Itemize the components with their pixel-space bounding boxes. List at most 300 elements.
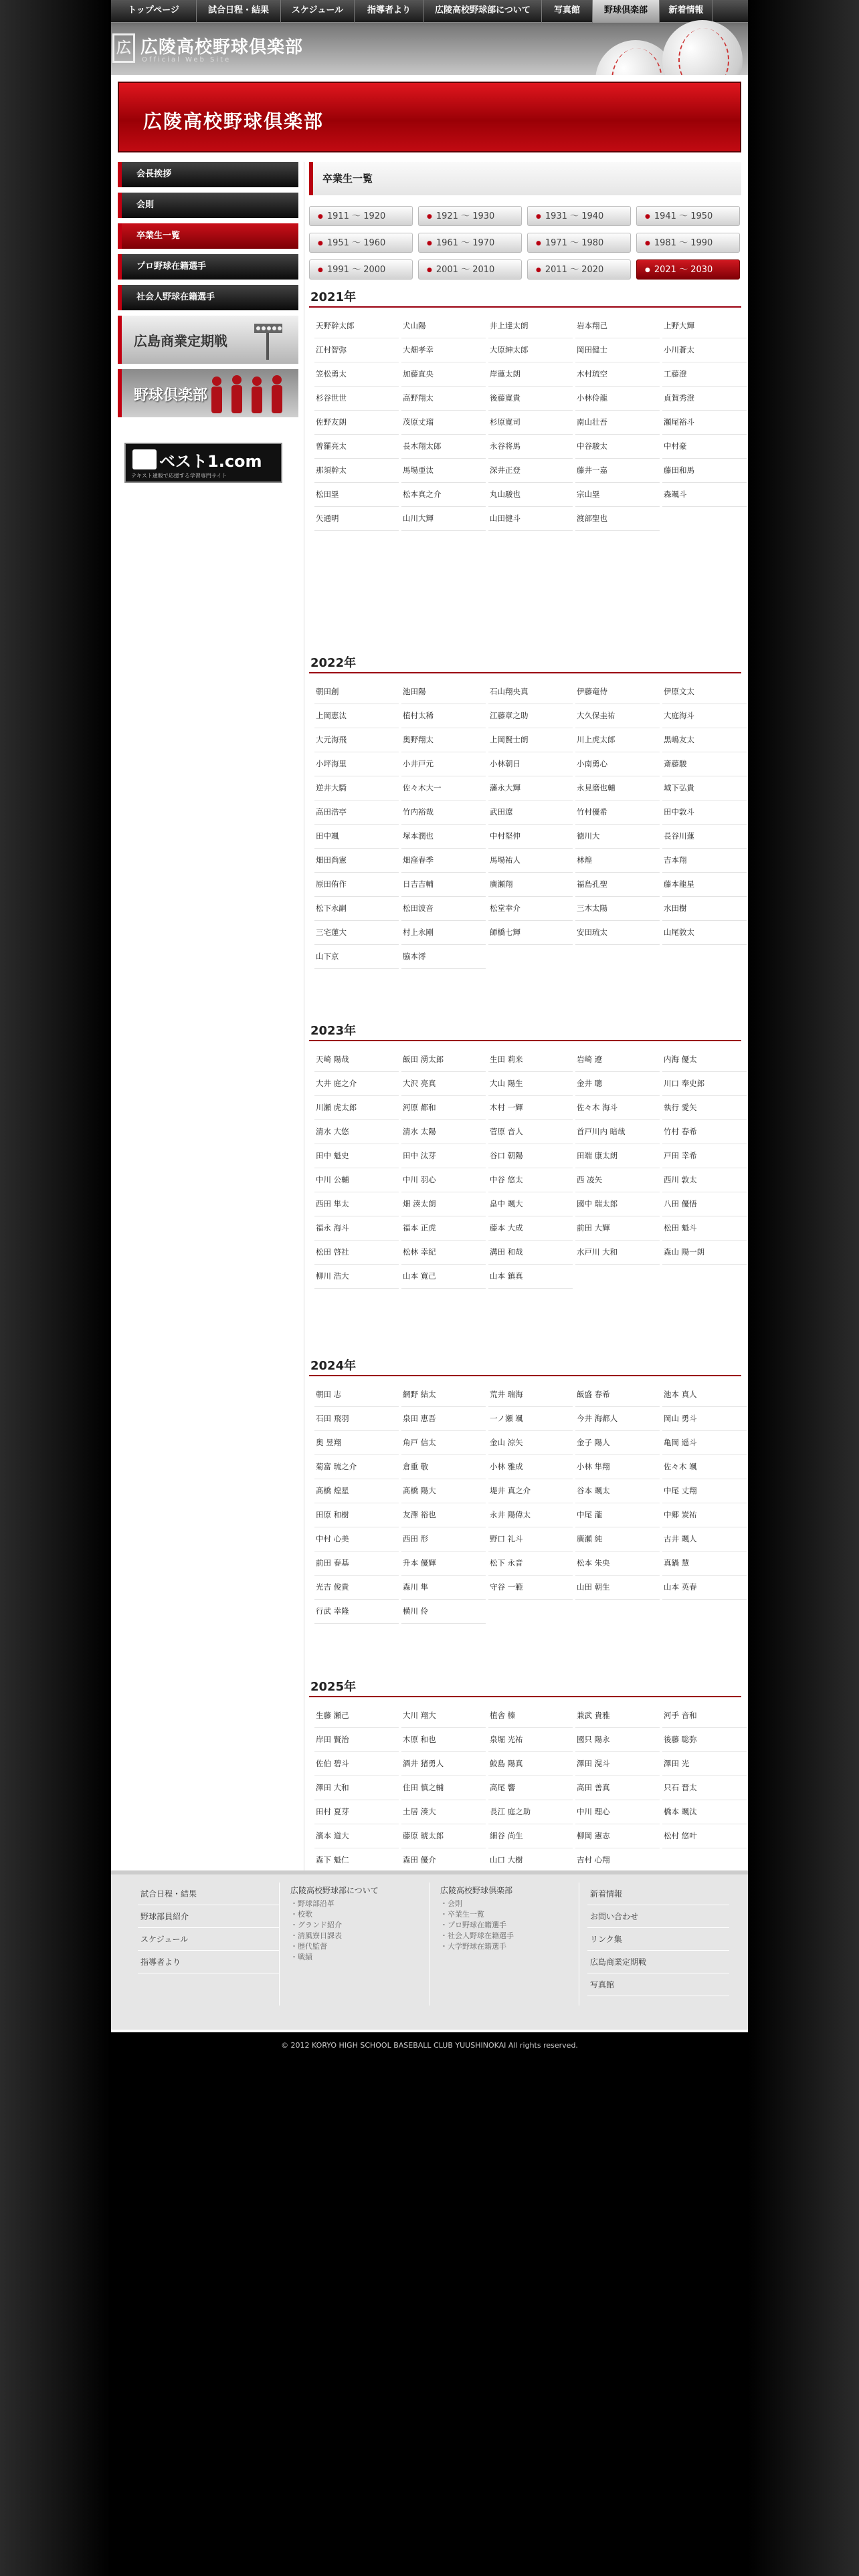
graduate-year-section xyxy=(309,1358,741,1624)
decade-selector xyxy=(309,206,741,280)
graduate-name: 畑田尚憲 xyxy=(314,849,399,873)
topnav-item[interactable]: 新着情報 xyxy=(660,0,713,23)
graduate-name: 亀岡 遥斗 xyxy=(662,1431,747,1455)
graduate-name: 戸田 幸希 xyxy=(662,1144,747,1168)
graduate-name: 河原 都和 xyxy=(401,1096,486,1120)
footer-link[interactable]: 指導者より xyxy=(138,1951,279,1973)
graduate-name: 角戸 信太 xyxy=(401,1431,486,1455)
graduate-name: 細谷 尚生 xyxy=(488,1824,573,1848)
graduate-name: 廣瀬 純 xyxy=(575,1527,660,1551)
graduate-name: 谷本 颯太 xyxy=(575,1479,660,1503)
graduate-name: 高尾 響 xyxy=(488,1776,573,1800)
footer-sublink[interactable]: ・ 会則 xyxy=(438,1899,579,1909)
graduate-name: 西 凌矢 xyxy=(575,1168,660,1192)
graduate-name: 川瀬 虎太郎 xyxy=(314,1096,399,1120)
footer-column-4 xyxy=(587,1883,729,1996)
decade-button[interactable]: ● 1971 〜 1980 xyxy=(527,233,631,253)
graduate-name: 澤田 大和 xyxy=(314,1776,399,1800)
footer-sublink[interactable]: ・ 戦績 xyxy=(288,1952,429,1963)
graduate-name: 木村 一輝 xyxy=(488,1096,573,1120)
graduate-name: 竹村 春希 xyxy=(662,1120,747,1144)
graduate-name: 柳川 浩大 xyxy=(314,1265,399,1289)
year-heading: 2023年 xyxy=(309,1023,741,1041)
graduate-name: 中川 理心 xyxy=(575,1800,660,1824)
decade-button[interactable]: ● 2011 〜 2020 xyxy=(527,259,631,280)
graduate-name: 瀬尾裕斗 xyxy=(662,411,747,435)
graduate-name: 大畑孝幸 xyxy=(401,338,486,362)
graduate-name: 河手 音和 xyxy=(662,1704,747,1728)
graduate-name: 大山 陽生 xyxy=(488,1072,573,1096)
graduate-name: 畠中 颯大 xyxy=(488,1192,573,1216)
graduate-name: 大井 庭之介 xyxy=(314,1072,399,1096)
graduate-name: 朝田 志 xyxy=(314,1383,399,1407)
graduate-name: 藤原 琥太郎 xyxy=(401,1824,486,1848)
decade-button[interactable]: ● 1991 〜 2000 xyxy=(309,259,413,280)
graduate-name: 守谷 一範 xyxy=(488,1576,573,1600)
graduate-name: 徳川大 xyxy=(575,825,660,849)
decade-button[interactable]: ● 1941 〜 1950 xyxy=(636,206,740,226)
topnav-item[interactable]: トップページ xyxy=(111,0,197,23)
graduate-name: 福本 正虎 xyxy=(401,1216,486,1241)
side-menu xyxy=(118,162,298,423)
graduate-name: 池田陽 xyxy=(401,680,486,704)
topnav-item[interactable]: 広陵高校野球部について xyxy=(424,0,542,23)
graduate-name: 鮫島 陽真 xyxy=(488,1752,573,1776)
decade-button[interactable]: ● 1981 〜 1990 xyxy=(636,233,740,253)
graduate-name: 菊富 琉之介 xyxy=(314,1455,399,1479)
graduate-name: 長谷川蓮 xyxy=(662,825,747,849)
graduate-name: 福島孔聖 xyxy=(575,873,660,897)
graduate-name: 笠松勇太 xyxy=(314,362,399,387)
graduate-name: 松本 朱央 xyxy=(575,1551,660,1576)
graduate-name: 横川 伶 xyxy=(401,1600,486,1624)
graduate-name: 西川 敦太 xyxy=(662,1168,747,1192)
graduate-name: 岡田健士 xyxy=(575,338,660,362)
graduate-name: 吉本翔 xyxy=(662,849,747,873)
graduate-name: 土居 湊大 xyxy=(401,1800,486,1824)
graduate-name: 森下 魁仁 xyxy=(314,1848,399,1872)
side-menu-item[interactable]: 卒業生一覧 xyxy=(118,223,298,249)
graduate-name: 松田塁 xyxy=(314,483,399,507)
graduate-name: 藤本龍星 xyxy=(662,873,747,897)
graduate-name: 田中 汰芽 xyxy=(401,1144,486,1168)
decade-button[interactable]: ● 1911 〜 1920 xyxy=(309,206,413,226)
graduate-name: 塚本潤也 xyxy=(401,825,486,849)
footer-sublink[interactable]: ・ 校歌 xyxy=(288,1909,429,1920)
graduate-name: 日吉吉輔 xyxy=(401,873,486,897)
footer-sublink[interactable]: ・ 卒業生一覧 xyxy=(438,1909,579,1920)
graduate-name: 中郷 炭祐 xyxy=(662,1503,747,1527)
graduate-name: 加藤直央 xyxy=(401,362,486,387)
players-silhouette-icon xyxy=(205,374,292,413)
graduate-name: 山尾敦太 xyxy=(662,921,747,945)
graduate-name: 山田健斗 xyxy=(488,507,573,531)
footer-link[interactable]: 野球部員紹介 xyxy=(138,1905,279,1928)
stadium-light-icon xyxy=(245,321,292,360)
graduate-name: 木原 和也 xyxy=(401,1728,486,1752)
graduate-name: 大川 翔大 xyxy=(401,1704,486,1728)
graduate-name: 八田 優悟 xyxy=(662,1192,747,1216)
graduate-year-section xyxy=(309,1679,741,1872)
graduate-name: 國只 陽永 xyxy=(575,1728,660,1752)
graduate-name: 田原 和樹 xyxy=(314,1503,399,1527)
graduate-name: 後藤寛貴 xyxy=(488,387,573,411)
graduate-name: 山田 朝生 xyxy=(575,1576,660,1600)
graduate-name: 松下 永音 xyxy=(488,1551,573,1576)
graduate-name: 工藤澄 xyxy=(662,362,747,387)
year-heading: 2022年 xyxy=(309,655,741,673)
graduate-name: 松下永嗣 xyxy=(314,897,399,921)
graduate-name: 植舎 榛 xyxy=(488,1704,573,1728)
footer-sublink[interactable]: ・ 野球部沿革 xyxy=(288,1899,429,1909)
graduate-name: 佐々木大一 xyxy=(401,776,486,800)
graduate-name: 石山翔央真 xyxy=(488,680,573,704)
graduate-name: 福永 海斗 xyxy=(314,1216,399,1241)
graduate-name: 田中颯 xyxy=(314,825,399,849)
graduate-name: 宗山塁 xyxy=(575,483,660,507)
main-container xyxy=(111,75,748,2030)
graduate-name: 那須幹太 xyxy=(314,459,399,483)
graduate-name: 首戸川内 暗哉 xyxy=(575,1120,660,1144)
graduate-name: 國中 瑞太郎 xyxy=(575,1192,660,1216)
graduate-name: 中川 羽心 xyxy=(401,1168,486,1192)
decade-button[interactable]: ● 2021 〜 2030 xyxy=(636,259,740,280)
graduate-year-section xyxy=(309,655,741,969)
graduate-name: 小坪海里 xyxy=(314,752,399,776)
graduate-name: 住田 慎之輔 xyxy=(401,1776,486,1800)
footer-sublink[interactable]: ・ グランド紹介 xyxy=(288,1920,429,1931)
graduate-name: 今井 海都人 xyxy=(575,1407,660,1431)
year-heading: 2025年 xyxy=(309,1679,741,1697)
graduate-name-grid xyxy=(309,314,741,531)
graduate-name: 友澤 裕也 xyxy=(401,1503,486,1527)
graduate-name: 深井正登 xyxy=(488,459,573,483)
graduate-name: 天崎 陽哉 xyxy=(314,1048,399,1072)
graduate-name: 畑窪春季 xyxy=(401,849,486,873)
graduate-name: 渡部聖也 xyxy=(575,507,660,531)
graduate-name: 馬場祐人 xyxy=(488,849,573,873)
graduate-name: 兼武 貴雅 xyxy=(575,1704,660,1728)
graduate-name: 澤田 光 xyxy=(662,1752,747,1776)
graduate-name: 松堂幸介 xyxy=(488,897,573,921)
graduate-name-grid xyxy=(309,1048,741,1289)
graduate-name: 高野翔太 xyxy=(401,387,486,411)
graduate-name: 永谷将馬 xyxy=(488,435,573,459)
graduate-name-grid xyxy=(309,680,741,969)
graduate-name: 古井 颯人 xyxy=(662,1527,747,1551)
graduate-name: 奥野翔太 xyxy=(401,728,486,752)
topnav-item[interactable]: 写真館 xyxy=(542,0,593,23)
footer-link[interactable]: リンク集 xyxy=(587,1928,729,1951)
graduate-name: 西田 隼太 xyxy=(314,1192,399,1216)
graduate-name: 長木翔太郎 xyxy=(401,435,486,459)
graduate-name: 大原紳太郎 xyxy=(488,338,573,362)
graduate-name: 江藤章之助 xyxy=(488,704,573,728)
ad-banner-best1[interactable] xyxy=(124,443,282,483)
baseball-club-button[interactable] xyxy=(118,369,298,417)
graduate-name: 野口 礼斗 xyxy=(488,1527,573,1551)
copyright: © 2012 KORYO HIGH SCHOOL BASEBALL CLUB YUUSHINOKAI All rights reserved. xyxy=(281,2041,578,2050)
graduate-name: 中尾 丈翔 xyxy=(662,1479,747,1503)
footer-heading[interactable]: 広陵高校野球部について xyxy=(290,1886,379,1895)
graduate-name: 森山 陽一朗 xyxy=(662,1241,747,1265)
graduate-name: 網野 結太 xyxy=(401,1383,486,1407)
graduate-name: 竹村優希 xyxy=(575,800,660,825)
ad-subtitle: テキスト通販で応援する学習専門サイト xyxy=(131,473,227,479)
graduate-year-section xyxy=(309,1023,741,1289)
banner-title: 広陵高校野球倶楽部 xyxy=(143,110,324,132)
graduate-name: 井上達太朗 xyxy=(488,314,573,338)
graduate-name: 山川大輝 xyxy=(401,507,486,531)
decade-button[interactable]: ● 1931 〜 1940 xyxy=(527,206,631,226)
topnav-item[interactable]: 野球倶楽部 xyxy=(593,0,660,23)
topnav-item[interactable]: スケジュール xyxy=(281,0,355,23)
graduate-name: 奥 昱翔 xyxy=(314,1431,399,1455)
footer-column-3 xyxy=(438,1883,579,2006)
side-menu-item[interactable]: 社会人野球在籍選手 xyxy=(118,285,298,310)
graduate-name: 黒嶋友太 xyxy=(662,728,747,752)
graduate-name: 安田琉太 xyxy=(575,921,660,945)
main-content xyxy=(309,162,741,1864)
graduate-name: 三宅蓮大 xyxy=(314,921,399,945)
graduate-name: 石田 飛羽 xyxy=(314,1407,399,1431)
graduate-name: 茂原丈瑠 xyxy=(401,411,486,435)
graduate-name: 小林伶龍 xyxy=(575,387,660,411)
graduate-name: 泉堀 光祐 xyxy=(488,1728,573,1752)
left-dark-margin xyxy=(0,0,111,2576)
graduate-name: 廣瀬翔 xyxy=(488,873,573,897)
graduate-name: 中村豪 xyxy=(662,435,747,459)
graduate-name: 山本 英春 xyxy=(662,1576,747,1600)
graduate-name: 山口 大樹 xyxy=(488,1848,573,1872)
graduate-name: 行武 幸隆 xyxy=(314,1600,399,1624)
graduate-name: 池本 真人 xyxy=(662,1383,747,1407)
graduate-name: 清水 太陽 xyxy=(401,1120,486,1144)
graduate-name: 山本 鎮真 xyxy=(488,1265,573,1289)
graduate-name: 大元海飛 xyxy=(314,728,399,752)
graduate-name: 岸蓮太朗 xyxy=(488,362,573,387)
logo-title: 広陵高校野球倶楽部 xyxy=(140,37,304,58)
graduate-name: 森田 優介 xyxy=(401,1848,486,1872)
footer-link[interactable]: スケジュール xyxy=(138,1928,279,1951)
ad-title: ベスト1.com xyxy=(159,452,262,471)
graduate-name: 中尾 瀧 xyxy=(575,1503,660,1527)
graduate-name-grid xyxy=(309,1704,741,1872)
graduate-name: 藤本 大成 xyxy=(488,1216,573,1241)
graduate-name: 酒井 猪勇人 xyxy=(401,1752,486,1776)
graduate-name: 松本真之介 xyxy=(401,483,486,507)
graduate-name: 川上虎太郎 xyxy=(575,728,660,752)
graduate-name: 永井 陽偉太 xyxy=(488,1503,573,1527)
graduate-name: 中谷 悠太 xyxy=(488,1168,573,1192)
graduate-name: 杉谷世世 xyxy=(314,387,399,411)
graduate-name: 上野大輝 xyxy=(662,314,747,338)
graduate-name: 藤井一嘉 xyxy=(575,459,660,483)
graduate-name: 佐々木 海斗 xyxy=(575,1096,660,1120)
footer-link[interactable]: お問い合わせ xyxy=(587,1905,729,1928)
graduate-name: 松田 魁斗 xyxy=(662,1216,747,1241)
logo-subtitle: Official Web Site xyxy=(142,56,231,64)
graduate-name: 谷口 朝陽 xyxy=(488,1144,573,1168)
graduate-name: 小川蒼太 xyxy=(662,338,747,362)
graduate-name: 上岡賢士朗 xyxy=(488,728,573,752)
graduate-name: 斎藤駿 xyxy=(662,752,747,776)
footer-link[interactable]: 写真館 xyxy=(587,1973,729,1996)
graduate-name: 大久保圭祐 xyxy=(575,704,660,728)
graduate-name: 升本 優輝 xyxy=(401,1551,486,1576)
graduate-name: 松田波音 xyxy=(401,897,486,921)
footer-sublink[interactable]: ・ 歴代監督 xyxy=(288,1941,429,1952)
graduate-name: 江村智弥 xyxy=(314,338,399,362)
graduate-name: 田村 夏芽 xyxy=(314,1800,399,1824)
graduate-name: 水戸川 大和 xyxy=(575,1241,660,1265)
graduate-name: 岩本翔己 xyxy=(575,314,660,338)
top-navigation xyxy=(111,0,748,23)
graduate-name: 生田 莉来 xyxy=(488,1048,573,1072)
graduate-name: 原田侑作 xyxy=(314,873,399,897)
graduate-name: 馬場亜汰 xyxy=(401,459,486,483)
footer-column-2 xyxy=(288,1883,430,2006)
graduate-name: 一ノ瀬 颯 xyxy=(488,1407,573,1431)
graduate-name: 中谷駿太 xyxy=(575,435,660,459)
graduate-name: 山下京 xyxy=(314,945,399,969)
graduate-year-section xyxy=(309,289,741,531)
side-menu-item[interactable]: 会則 xyxy=(118,193,298,218)
graduate-name: 矢通明 xyxy=(314,507,399,531)
graduate-name: 橋本 颯汰 xyxy=(662,1800,747,1824)
graduate-name: 金子 陽人 xyxy=(575,1431,660,1455)
site-logo[interactable] xyxy=(111,32,312,67)
hiroshima-shogyo-match-button[interactable] xyxy=(118,316,298,364)
graduate-name: 清水 大悠 xyxy=(314,1120,399,1144)
graduate-name: 泉田 恵吾 xyxy=(401,1407,486,1431)
graduate-name: 髙橋 陽大 xyxy=(401,1479,486,1503)
footer-column-1 xyxy=(138,1883,280,2006)
graduate-name: 佐伯 碧斗 xyxy=(314,1752,399,1776)
pic-button-label: 野球倶楽部 xyxy=(134,387,208,404)
graduate-name: 山本 寛己 xyxy=(401,1265,486,1289)
graduate-name: 内海 優太 xyxy=(662,1048,747,1072)
pic-button-label: 広島商業定期戦 xyxy=(134,333,227,349)
graduate-name: 中村 心美 xyxy=(314,1527,399,1551)
graduate-name: 田中 魁史 xyxy=(314,1144,399,1168)
graduate-name: 小林 雅成 xyxy=(488,1455,573,1479)
graduate-name: 植村太稀 xyxy=(401,704,486,728)
graduate-name: 脇本澪 xyxy=(401,945,486,969)
ad-logo-icon xyxy=(132,449,157,469)
graduate-name: 松林 幸紀 xyxy=(401,1241,486,1265)
graduate-name: 田中敦斗 xyxy=(662,800,747,825)
decade-button[interactable]: ● 1961 〜 1970 xyxy=(418,233,522,253)
footer-sublink[interactable]: ・ プロ野球在籍選手 xyxy=(438,1920,579,1931)
graduate-name: 後藤 聡弥 xyxy=(662,1728,747,1752)
graduate-name: 小南勇心 xyxy=(575,752,660,776)
graduate-name: 杉原寛司 xyxy=(488,411,573,435)
graduate-name: 貞賀秀澄 xyxy=(662,387,747,411)
graduate-name: 朝田創 xyxy=(314,680,399,704)
graduate-name: 松村 悠叶 xyxy=(662,1824,747,1848)
graduate-name: 永見磨也輔 xyxy=(575,776,660,800)
graduate-name: 髙橋 煌星 xyxy=(314,1479,399,1503)
graduate-name: 柳岡 憲志 xyxy=(575,1824,660,1848)
graduate-name: 只石 晋太 xyxy=(662,1776,747,1800)
footer-sublink[interactable]: ・ 清風寮日課表 xyxy=(288,1931,429,1941)
graduate-name: 佐野友朗 xyxy=(314,411,399,435)
graduate-name: 大沢 亮真 xyxy=(401,1072,486,1096)
page-title: 卒業生一覧 xyxy=(309,162,741,195)
graduate-name: 岩崎 遼 xyxy=(575,1048,660,1072)
graduate-name: 菅原 音人 xyxy=(488,1120,573,1144)
graduate-name: 小林朝日 xyxy=(488,752,573,776)
graduate-name: 犬山陽 xyxy=(401,314,486,338)
graduate-name: 師橋七輝 xyxy=(488,921,573,945)
graduate-name: 光吉 俊貴 xyxy=(314,1576,399,1600)
decade-button[interactable]: ● 1951 〜 1960 xyxy=(309,233,413,253)
graduate-name: 藩永大輝 xyxy=(488,776,573,800)
topnav-item[interactable]: 指導者より xyxy=(355,0,424,23)
graduate-name: 上岡恵汰 xyxy=(314,704,399,728)
graduate-name: 飯田 湧太郎 xyxy=(401,1048,486,1072)
graduate-name: 真鍋 慧 xyxy=(662,1551,747,1576)
graduate-name-grid xyxy=(309,1383,741,1624)
topnav-item[interactable]: 試合日程・結果 xyxy=(197,0,281,23)
footer-sublink[interactable]: ・ 大学野球在籍選手 xyxy=(438,1941,579,1952)
graduate-name: 小井戸元 xyxy=(401,752,486,776)
graduate-name: 藤田和馬 xyxy=(662,459,747,483)
graduate-name: 伊藤竜侍 xyxy=(575,680,660,704)
right-dark-margin xyxy=(748,0,859,2576)
footer-link[interactable]: 試合日程・結果 xyxy=(138,1883,279,1905)
graduate-name: 岡山 勇斗 xyxy=(662,1407,747,1431)
graduate-name: 伊原文太 xyxy=(662,680,747,704)
side-menu-item[interactable]: プロ野球在籍選手 xyxy=(118,254,298,280)
container-bottom-edge xyxy=(111,2030,748,2032)
graduate-name: 生藤 瀬己 xyxy=(314,1704,399,1728)
graduate-name: 林煌 xyxy=(575,849,660,873)
graduate-name: 溝田 和哉 xyxy=(488,1241,573,1265)
graduate-name: 吉村 心翔 xyxy=(575,1848,660,1872)
graduate-name: 前田 春基 xyxy=(314,1551,399,1576)
graduate-name: 高田 善真 xyxy=(575,1776,660,1800)
footer-heading[interactable]: 広陵高校野球倶楽部 xyxy=(440,1886,513,1895)
graduate-name: 水田樹 xyxy=(662,897,747,921)
graduate-name: 三木太陽 xyxy=(575,897,660,921)
graduate-name: 武田遼 xyxy=(488,800,573,825)
graduate-name: 飯盛 春希 xyxy=(575,1383,660,1407)
footer-sitemap xyxy=(111,1870,748,2030)
side-menu-item[interactable]: 会長挨拶 xyxy=(118,162,298,187)
year-heading: 2021年 xyxy=(309,289,741,308)
graduate-name: 田端 康太朗 xyxy=(575,1144,660,1168)
decade-button[interactable]: ● 2001 〜 2010 xyxy=(418,259,522,280)
graduate-name: 村上永剛 xyxy=(401,921,486,945)
graduate-name: 執行 愛矢 xyxy=(662,1096,747,1120)
footer-link[interactable]: 広島商業定期戦 xyxy=(587,1951,729,1973)
graduate-name: 高田浩亭 xyxy=(314,800,399,825)
year-heading: 2024年 xyxy=(309,1358,741,1376)
graduate-name: 濱本 道大 xyxy=(314,1824,399,1848)
footer-sublink[interactable]: ・ 社会人野球在籍選手 xyxy=(438,1931,579,1941)
footer-link[interactable]: 新着情報 xyxy=(587,1883,729,1905)
graduate-name: 畑 湊太朗 xyxy=(401,1192,486,1216)
decade-button[interactable]: ● 1921 〜 1930 xyxy=(418,206,522,226)
graduate-name: 竹内裕哉 xyxy=(401,800,486,825)
graduate-name: 荒井 瑞海 xyxy=(488,1383,573,1407)
graduate-name: 木村琉空 xyxy=(575,362,660,387)
graduate-name: 倉重 敬 xyxy=(401,1455,486,1479)
graduate-name: 金井 聰 xyxy=(575,1072,660,1096)
graduate-name: 澤田 滉斗 xyxy=(575,1752,660,1776)
